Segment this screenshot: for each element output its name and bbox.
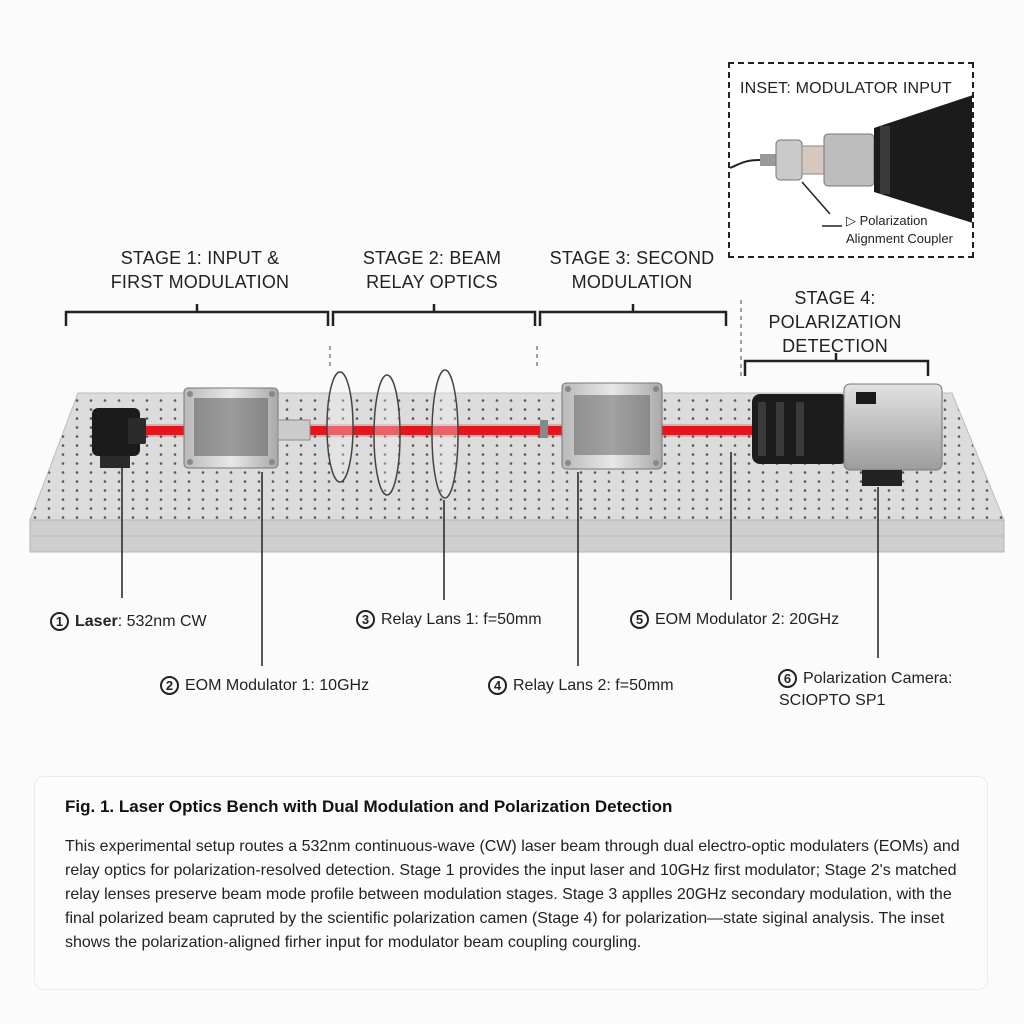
callout-eom-1 xyxy=(160,676,369,695)
stage-1-bracket xyxy=(66,304,328,326)
callout-number: 3 xyxy=(356,610,375,629)
callout-relay-lens-1 xyxy=(356,610,542,629)
stage-1-title: STAGE 1: INPUT & FIRST MODULATION xyxy=(110,248,290,292)
figure-caption xyxy=(34,776,988,990)
inset-panel xyxy=(728,62,974,258)
component-spec: : 10GHz xyxy=(310,676,370,694)
callout-number: 5 xyxy=(630,610,649,629)
component-name: Laser xyxy=(75,612,118,630)
component-name: Relay Lans 1 xyxy=(381,610,475,628)
component-name: Relay Lans 2 xyxy=(513,676,607,694)
relay-lens-c xyxy=(432,370,458,498)
relay-lens-b xyxy=(374,375,400,495)
stage-2-title: STAGE 2: BEAM RELAY OPTICS xyxy=(362,248,502,292)
component-spec: : f=50mm xyxy=(474,610,542,628)
callout-number: 4 xyxy=(488,676,507,695)
component-name: EOM Modulator 2 xyxy=(655,610,781,628)
component-name: EOM Modulator 1 xyxy=(185,676,311,694)
callout-number: 1 xyxy=(50,612,69,631)
stage-4-title: STAGE 4: POLARIZATION DETECTION xyxy=(768,288,902,356)
callout-number: 2 xyxy=(160,676,179,695)
component-name: Polarization Camera: xyxy=(803,670,953,687)
component-spec: SCIOPTO SP1 xyxy=(779,692,886,709)
stage-3-title: STAGE 3: SECOND MODULATION xyxy=(549,248,715,292)
stage-2-bracket xyxy=(333,304,535,326)
component-spec: : 20GHz xyxy=(780,610,840,628)
callout-relay-lens-2 xyxy=(488,676,674,695)
callout-camera xyxy=(778,668,952,712)
stage-3-bracket xyxy=(540,304,726,326)
inset-label: ▷ Polarization Alignment Coupler xyxy=(846,213,953,246)
component-spec: : 532nm CW xyxy=(117,612,207,630)
callout-number: 6 xyxy=(778,669,797,688)
inset-title: INSET: MODULATOR INPUT xyxy=(740,80,952,97)
callout-laser xyxy=(50,612,207,631)
caption-title: Fig. 1. Laser Optics Bench with Dual Modulation and Polarization Detection xyxy=(65,797,673,816)
relay-lens-a xyxy=(327,372,353,482)
callout-eom-2 xyxy=(630,610,839,629)
caption-body: This experimental setup routes a 532nm continuous-wave (CW) laser beam through dual electro-optic modulaters (EOMs) and relay optics for polarization-resolved detection. Stage 1 provides the input laser and 10GHz first modulator; Stage 2's matched relay lenses preserve beam mode profile between modulation stages. Stage 3 applles 20GHz secondary modulation, with the final polarized beam capruted by the scientific polarization camen (Stage 4) for polarization—state siginal analysis. The inset shows the polarization-aligned firher input for modulator beam coupling courgling. xyxy=(65,838,960,951)
component-spec: : f=50mm xyxy=(606,676,674,694)
